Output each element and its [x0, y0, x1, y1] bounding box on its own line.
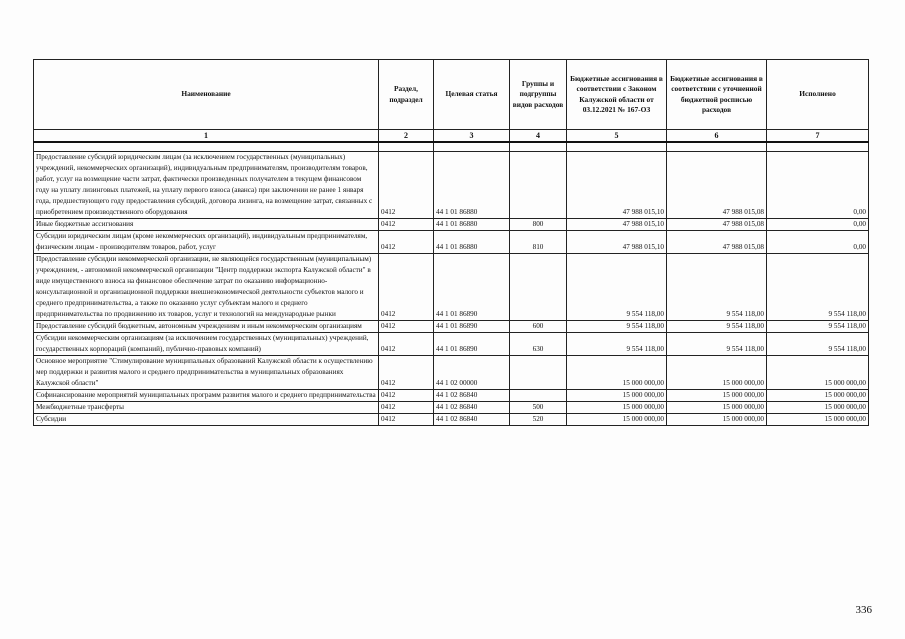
- row-group: 800: [510, 219, 567, 231]
- row-law: 15 000 000,00: [567, 390, 667, 402]
- row-name: Софинансирование мероприятий муниципальных программ развития малого и среднего предпринимательства: [34, 390, 379, 402]
- table-row: [34, 321, 869, 333]
- table-row: [34, 402, 869, 414]
- row-schedule: 47 988 015,08: [667, 152, 767, 219]
- row-target: 44 1 02 86840: [434, 402, 510, 414]
- row-law: 47 988 015,10: [567, 231, 667, 254]
- row-executed: 15 000 000,00: [767, 414, 869, 426]
- column-number: 1: [34, 130, 379, 143]
- row-section: 0412: [379, 219, 434, 231]
- row-name: Межбюджетные трансферты: [34, 402, 379, 414]
- row-target: 44 1 01 86880: [434, 152, 510, 219]
- row-schedule: 15 000 000,00: [667, 356, 767, 390]
- table-row: [34, 414, 869, 426]
- row-group: [510, 390, 567, 402]
- column-number: 4: [510, 130, 567, 143]
- row-name: Субсидии: [34, 414, 379, 426]
- column-number: 2: [379, 130, 434, 143]
- row-section: 0412: [379, 402, 434, 414]
- row-section: 0412: [379, 254, 434, 321]
- budget-table: [33, 59, 869, 426]
- table-row: [34, 356, 869, 390]
- row-schedule: 9 554 118,00: [667, 321, 767, 333]
- header-target: Целевая статья: [434, 60, 510, 130]
- table-row: [34, 333, 869, 356]
- header-executed: Исполнено: [767, 60, 869, 130]
- row-target: 44 1 01 86880: [434, 231, 510, 254]
- row-group: [510, 356, 567, 390]
- table-header-row: [34, 60, 869, 130]
- header-name: Наименование: [34, 60, 379, 130]
- header-groups: Группы и подгруппы видов расходов: [510, 60, 567, 130]
- row-section: 0412: [379, 390, 434, 402]
- column-number: 5: [567, 130, 667, 143]
- row-target: 44 1 01 86890: [434, 254, 510, 321]
- table-row: [34, 231, 869, 254]
- column-number: 7: [767, 130, 869, 143]
- row-executed: 9 554 118,00: [767, 333, 869, 356]
- row-executed: 0,00: [767, 219, 869, 231]
- column-number: 3: [434, 130, 510, 143]
- row-schedule: 47 988 015,08: [667, 219, 767, 231]
- row-section: 0412: [379, 231, 434, 254]
- row-target: 44 1 02 00000: [434, 356, 510, 390]
- row-group: 600: [510, 321, 567, 333]
- row-target: 44 1 01 86880: [434, 219, 510, 231]
- row-group: 810: [510, 231, 567, 254]
- header-section: Раздел, подраздел: [379, 60, 434, 130]
- row-name: Предоставление субсидий бюджетным, автономным учреждениям и иным некоммерческим организациям: [34, 321, 379, 333]
- table-row: [34, 390, 869, 402]
- column-number-row: [34, 130, 869, 143]
- row-group: [510, 254, 567, 321]
- row-name: Предоставление субсидии некоммерческой организации, не являющейся государственным (муниципальным) учреждением, - автономной некоммерческой организации "Центр поддержки экспорта Калужской области" в виде имущественного взноса на финансовое обеспечение затрат по оказанию информационно-консультационной и организационной поддержки внешнеэкономической деятельности субъектов малого и среднего предпринимательства, а также по оказанию услуг субъектам малого и среднего предпринимательства по продвижению их товаров, услуг и технологий на международные рынки: [34, 254, 379, 321]
- row-law: 15 000 000,00: [567, 402, 667, 414]
- row-section: 0412: [379, 333, 434, 356]
- row-executed: 9 554 118,00: [767, 254, 869, 321]
- row-schedule: 9 554 118,00: [667, 333, 767, 356]
- row-executed: 15 000 000,00: [767, 402, 869, 414]
- row-target: 44 1 01 86890: [434, 321, 510, 333]
- row-group: 500: [510, 402, 567, 414]
- row-law: 47 988 015,10: [567, 152, 667, 219]
- row-name: Иные бюджетные ассигнования: [34, 219, 379, 231]
- spacer-row: [34, 142, 869, 152]
- row-name: Основное мероприятие "Стимулирование муниципальных образований Калужской области к осуществлению мер поддержки и развития малого и среднего предпринимательства в муниципальных образованиях Калужской области": [34, 356, 379, 390]
- row-section: 0412: [379, 152, 434, 219]
- row-executed: 9 554 118,00: [767, 321, 869, 333]
- row-schedule: 9 554 118,00: [667, 254, 767, 321]
- row-executed: 15 000 000,00: [767, 356, 869, 390]
- row-law: 15 000 000,00: [567, 356, 667, 390]
- page-number: 336: [855, 604, 872, 616]
- row-executed: 0,00: [767, 231, 869, 254]
- column-number: 6: [667, 130, 767, 143]
- row-target: 44 1 02 86840: [434, 390, 510, 402]
- row-executed: 0,00: [767, 152, 869, 219]
- table-row: [34, 219, 869, 231]
- row-target: 44 1 01 86890: [434, 333, 510, 356]
- row-name: Субсидии юридическим лицам (кроме некоммерческих организаций), индивидуальным предпринимателям, физическим лицам - производителям товаров, работ, услуг: [34, 231, 379, 254]
- row-schedule: 47 988 015,08: [667, 231, 767, 254]
- row-schedule: 15 000 000,00: [667, 390, 767, 402]
- row-law: 9 554 118,00: [567, 333, 667, 356]
- header-schedule: Бюджетные ассигнования в соответствии с уточненной бюджетной росписью расходов: [667, 60, 767, 130]
- row-law: 9 554 118,00: [567, 254, 667, 321]
- row-name: Предоставление субсидий юридическим лицам (за исключением государственных (муниципальных) учреждений, некоммерческих организаций), индивидуальным предпринимателям, производителям товаров, работ, услуг на возмещение части затрат, фактически произведенных получателем в текущем финансовом году на уплату лизинговых платежей, на уплату первого взноса (аванса) при заключении не ранее 1 января года, предшествующего году предоставления субсидий, договора лизинга, на возмещение затрат, связанных с приобретением производственного оборудования: [34, 152, 379, 219]
- row-name: Субсидии некоммерческим организациям (за исключением государственных (муниципальных) учреждений, государственных корпораций (компаний), публично-правовых компаний): [34, 333, 379, 356]
- row-law: 9 554 118,00: [567, 321, 667, 333]
- row-group: 520: [510, 414, 567, 426]
- row-section: 0412: [379, 356, 434, 390]
- table-row: [34, 152, 869, 219]
- row-group: [510, 152, 567, 219]
- row-target: 44 1 02 86840: [434, 414, 510, 426]
- row-law: 15 000 000,00: [567, 414, 667, 426]
- row-section: 0412: [379, 321, 434, 333]
- row-section: 0412: [379, 414, 434, 426]
- header-law: Бюджетные ассигнования в соответствии с Законом Калужской области от 03.12.2021 № 167-ОЗ: [567, 60, 667, 130]
- row-schedule: 15 000 000,00: [667, 414, 767, 426]
- row-executed: 15 000 000,00: [767, 390, 869, 402]
- row-schedule: 15 000 000,00: [667, 402, 767, 414]
- row-group: 630: [510, 333, 567, 356]
- row-law: 47 988 015,10: [567, 219, 667, 231]
- table-row: [34, 254, 869, 321]
